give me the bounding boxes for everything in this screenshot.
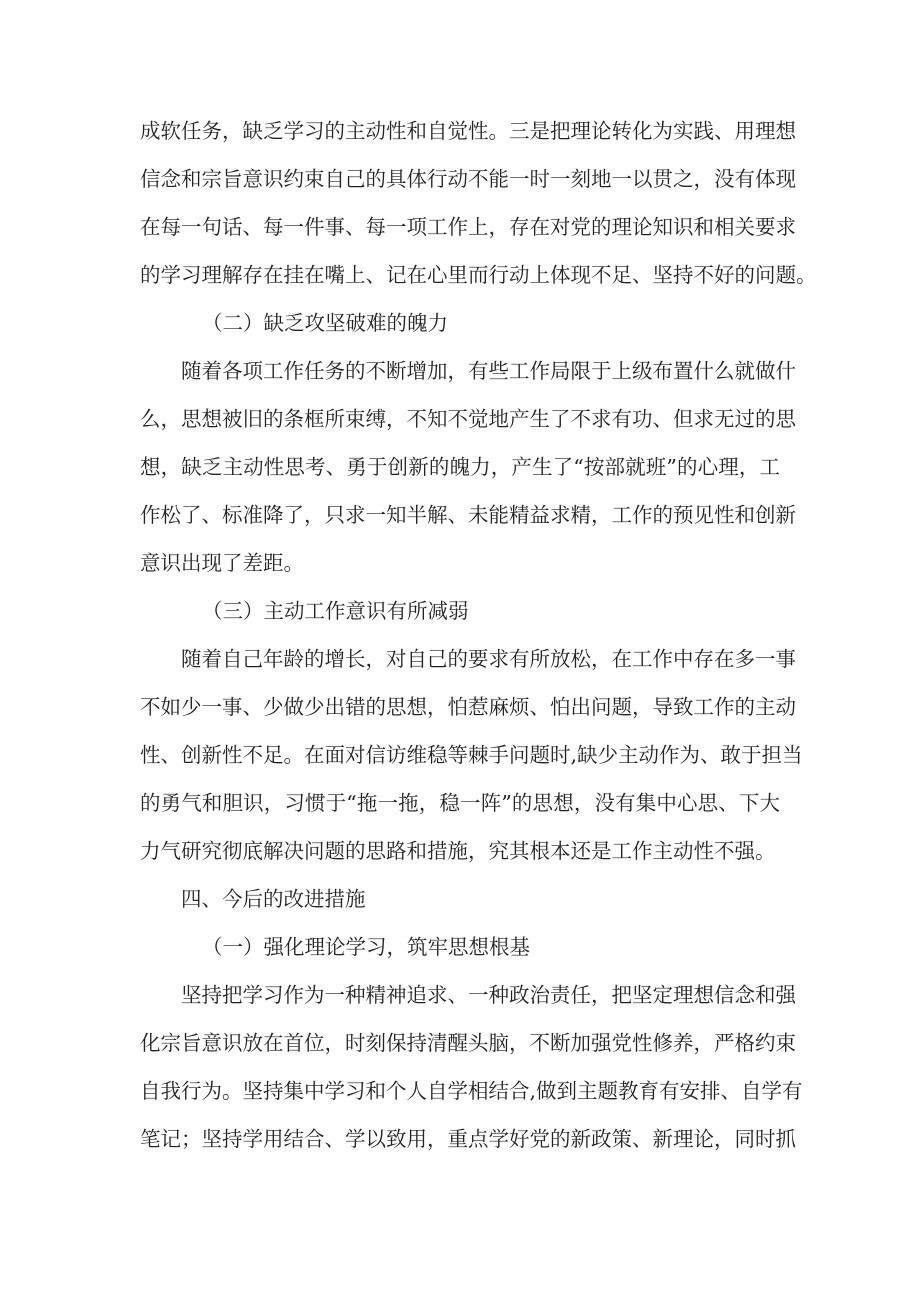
heading-text: （三）主动工作意识有所减弱 <box>202 599 469 623</box>
paragraph-study-motivation <box>140 107 817 299</box>
section-heading-3 <box>140 587 780 635</box>
text-line: 想，缺乏主动性思考、勇于创新的魄力，产生了“按部就班”的心理，工 <box>140 455 780 479</box>
text-line: 意识出现了差距。 <box>140 551 304 575</box>
text-line: 力气研究彻底解决问题的思路和措施，究其根本还是工作主动性不强。 <box>140 839 776 863</box>
heading-text: 四、今后的改进措施 <box>181 887 366 911</box>
text-line: 随着各项工作任务的不断增加，有些工作局限于上级布置什么就做什 <box>181 359 796 383</box>
section-heading-4 <box>140 875 780 923</box>
text-line: 在每一句话、每一件事、每一项工作上，存在对党的理论知识和相关要求 <box>140 215 796 239</box>
paragraph-theory-study <box>140 971 803 1163</box>
text-line: 的勇气和胆识，习惯于“拖一拖，稳一阵”的思想，没有集中心思、下大 <box>140 791 780 815</box>
text-line: 作松了、标准降了，只求一知半解、未能精益求精，工作的预见性和创新 <box>140 503 796 527</box>
text-line: 化宗旨意识放在首位，时刻保持清醒头脑，不断加强党性修养，严格约束 <box>140 1031 796 1055</box>
text-line: 笔记；坚持学用结合、学以致用，重点学好党的新政策、新理论，同时抓 <box>140 1127 796 1151</box>
text-line: 不如少一事、少做少出错的思想，怕惹麻烦、怕出问题，导致工作的主动 <box>140 695 796 719</box>
text-line: 的学习理解存在挂在嘴上、记在心里而行动上体现不足、坚持不好的问题。 <box>140 263 817 287</box>
text-line: 么，思想被旧的条框所束缚，不知不觉地产生了不求有功、但求无过的思 <box>140 407 796 431</box>
text-line: 成软任务，缺乏学习的主动性和自觉性。三是把理论转化为实践、用理想 <box>140 119 796 143</box>
text-line: 信念和宗旨意识约束自己的具体行动不能一时一刻地一以贯之，没有体现 <box>140 167 796 191</box>
text-line: 坚持把学习作为一种精神追求、一种政治责任，把坚定理想信念和强 <box>181 983 796 1007</box>
document-body <box>140 107 817 1163</box>
heading-text: （二）缺乏攻坚破难的魄力 <box>202 311 448 335</box>
text-line: 性、创新性不足。在面对信访维稳等棘手问题时,缺少主动作为、敢于担当 <box>140 743 803 767</box>
paragraph-weakened-initiative <box>140 635 803 875</box>
text-line: 随着自己年龄的增长，对自己的要求有所放松，在工作中存在多一事 <box>181 647 796 671</box>
section-heading-2 <box>140 299 780 347</box>
text-line: 自我行为。坚持集中学习和个人自学相结合,做到主题教育有安排、自学有 <box>140 1079 803 1103</box>
paragraph-lack-of-courage <box>140 347 796 587</box>
heading-text: （一）强化理论学习，筑牢思想根基 <box>202 935 530 959</box>
section-heading-4-1 <box>140 923 780 971</box>
